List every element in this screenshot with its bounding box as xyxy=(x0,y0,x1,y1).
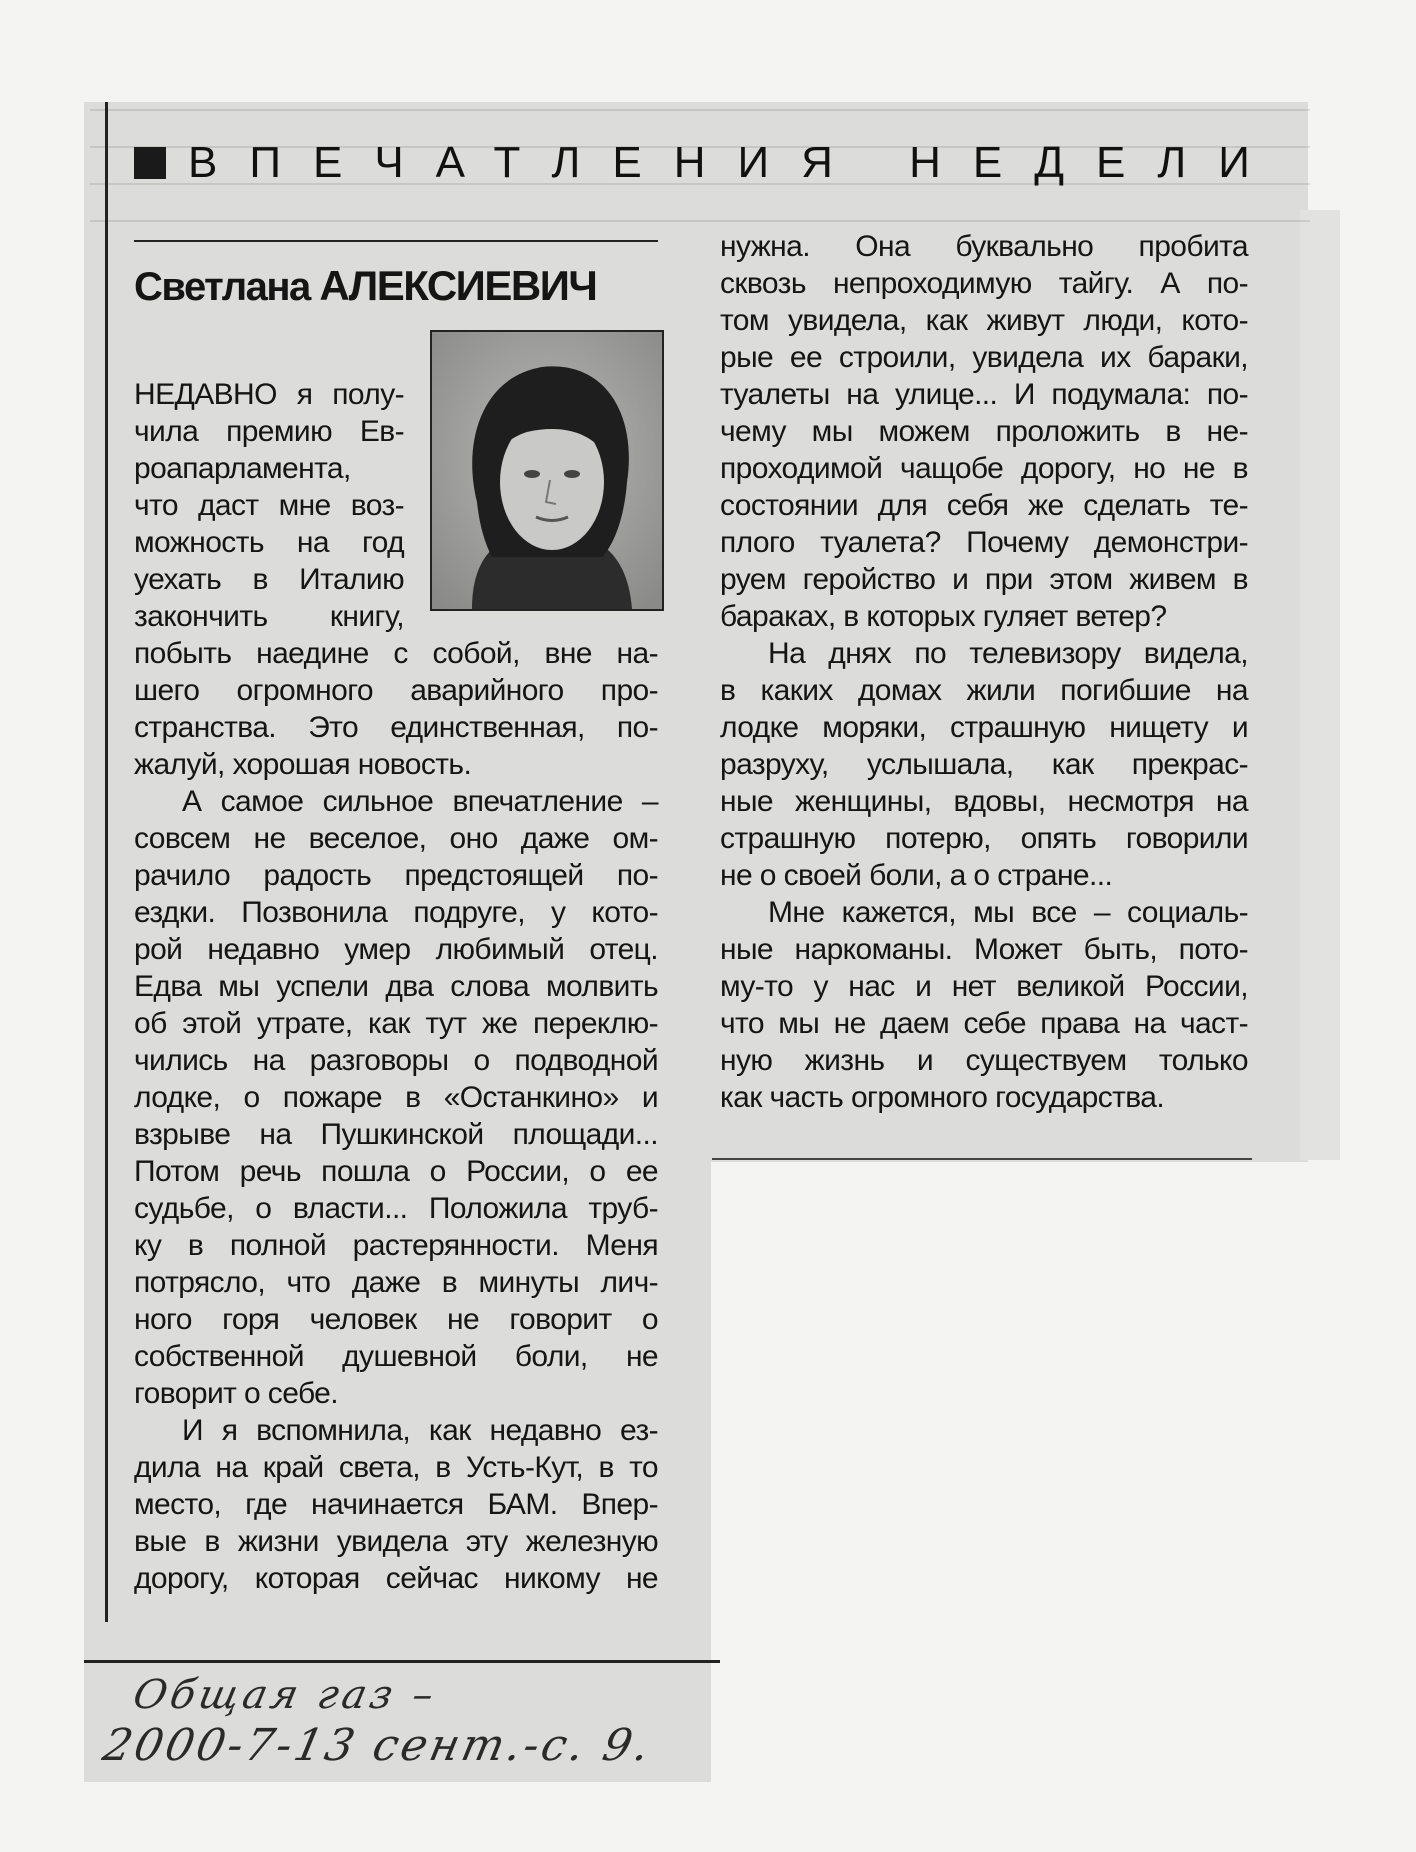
text-line: взрыве на Пушкинской площади... xyxy=(134,1118,658,1151)
text-line: НЕДАВНО я полу- xyxy=(134,378,404,411)
text-line: проходимой чащобе дорогу, но не в xyxy=(720,452,1248,485)
text-line: можность на год xyxy=(134,526,404,559)
text-line: Потом речь пошла о России, о ее xyxy=(134,1155,658,1188)
text-line: сквозь непроходимую тайгу. А по- xyxy=(720,267,1248,300)
header-rule xyxy=(134,240,658,242)
text-line: лодке, о пожаре в «Останкино» и xyxy=(134,1081,658,1114)
author-byline xyxy=(134,262,596,310)
handwritten-line: Общая газ – xyxy=(129,1672,442,1718)
text-line: А самое сильное впечатление – xyxy=(182,785,658,818)
text-line: чила премию Ев- xyxy=(134,415,404,448)
text-line: странства. Это единственная, по- xyxy=(134,711,658,744)
text-line: что мы не даем себе права на част- xyxy=(720,1007,1248,1040)
text-line: собственной душевной боли, не xyxy=(134,1340,658,1373)
text-line: ные наркоманы. Может быть, пото- xyxy=(720,933,1248,966)
text-line: ездки. Позвонила подруге, у кото- xyxy=(134,896,658,929)
text-line: Едва мы успели два слова молвить xyxy=(134,970,658,1003)
text-line: роапарламента, xyxy=(134,452,351,485)
text-line: страшную потерю, опять говорили xyxy=(720,822,1248,855)
text-line: бараках, в которых гуляет ветер? xyxy=(720,600,1167,633)
text-line: говорит о себе. xyxy=(134,1377,339,1410)
text-line: том увидела, как живут люди, кото- xyxy=(720,304,1248,337)
text-line: шего огромного аварийного про- xyxy=(134,674,658,707)
text-line: дила на край света, в Усть-Кут, в то xyxy=(134,1451,658,1484)
footer-rule xyxy=(84,1660,720,1663)
text-line: руем геройство и при этом живем в xyxy=(720,563,1248,596)
text-line: рачило радость предстоящей по- xyxy=(134,859,658,892)
author-portrait-photo xyxy=(430,330,664,611)
text-line: туалеты на улице... И подумала: по- xyxy=(720,378,1248,411)
column-left-body xyxy=(134,635,658,1597)
text-line: жалуй, хорошая новость. xyxy=(134,748,472,781)
text-line: место, где начинается БАМ. Впер- xyxy=(134,1488,658,1521)
text-line: ные женщины, вдовы, несмотря на xyxy=(720,785,1248,818)
text-line: об этой утрате, как тут же переклю- xyxy=(134,1007,658,1040)
clipping-edge-strip xyxy=(1300,210,1340,1160)
text-line: нужна. Она буквально пробита xyxy=(720,230,1248,263)
text-line: И я вспомнила, как недавно ез- xyxy=(182,1414,658,1447)
text-line: как часть огромного государства. xyxy=(720,1081,1165,1114)
text-line: в каких домах жили погибшие на xyxy=(720,674,1248,707)
text-line: му-то у нас и нет великой России, xyxy=(720,970,1248,1003)
rubric-square-icon xyxy=(134,147,166,179)
text-line: плого туалета? Почему демонстри- xyxy=(720,526,1248,559)
text-line: побыть наедине с собой, вне на- xyxy=(134,637,658,670)
rubric-title: ВПЕЧАТЛЕНИЯ НЕДЕЛИ xyxy=(188,138,1282,187)
text-line: разруху, услышала, как прекрас- xyxy=(720,748,1248,781)
text-line: ного горя человек не говорит о xyxy=(134,1303,658,1336)
text-line: чему мы можем проложить в не- xyxy=(720,415,1248,448)
rubric-header xyxy=(134,138,1282,188)
text-line: уехать в Италию xyxy=(134,563,404,596)
text-line: закончить книгу, xyxy=(134,600,404,633)
text-line: вые в жизни увидела эту железную xyxy=(134,1525,658,1558)
text-line: рые ее строили, увидела их бараки, xyxy=(720,341,1248,374)
author-last-name: АЛЕКСИЕВИЧ xyxy=(319,262,597,309)
handwritten-source-note xyxy=(98,1672,657,1771)
text-line: потрясло, что даже в минуты лич- xyxy=(134,1266,658,1299)
column-right-body xyxy=(720,228,1248,1116)
handwritten-line: 2000-7-13 сент.-с. 9. xyxy=(98,1720,657,1771)
author-first-name: Светлана xyxy=(134,265,310,309)
text-line: рой недавно умер любимый отец. xyxy=(134,933,658,966)
text-line: дорогу, которая сейчас никому не xyxy=(134,1562,658,1595)
text-line: что даст мне воз- xyxy=(134,489,404,522)
text-line: не о своей боли, а о стране... xyxy=(720,859,1113,892)
column-vertical-rule xyxy=(105,102,108,1622)
text-line: чились на разговоры о подводной xyxy=(134,1044,658,1077)
text-line: ку в полной растерянности. Меня xyxy=(134,1229,658,1262)
text-line: ную жизнь и существуем только xyxy=(720,1044,1248,1077)
text-line: На днях по телевизору видела, xyxy=(768,637,1248,670)
column-right-end-rule xyxy=(712,1158,1252,1160)
text-line: судьбе, о власти... Положила труб- xyxy=(134,1192,658,1225)
text-line: Мне кажется, мы все – социаль- xyxy=(768,896,1248,929)
column-left-intro xyxy=(134,376,404,635)
text-line: состоянии для себя же сделать те- xyxy=(720,489,1248,522)
text-line: совсем не веселое, оно даже ом- xyxy=(134,822,658,855)
text-line: лодке моряки, страшную нищету и xyxy=(720,711,1248,744)
